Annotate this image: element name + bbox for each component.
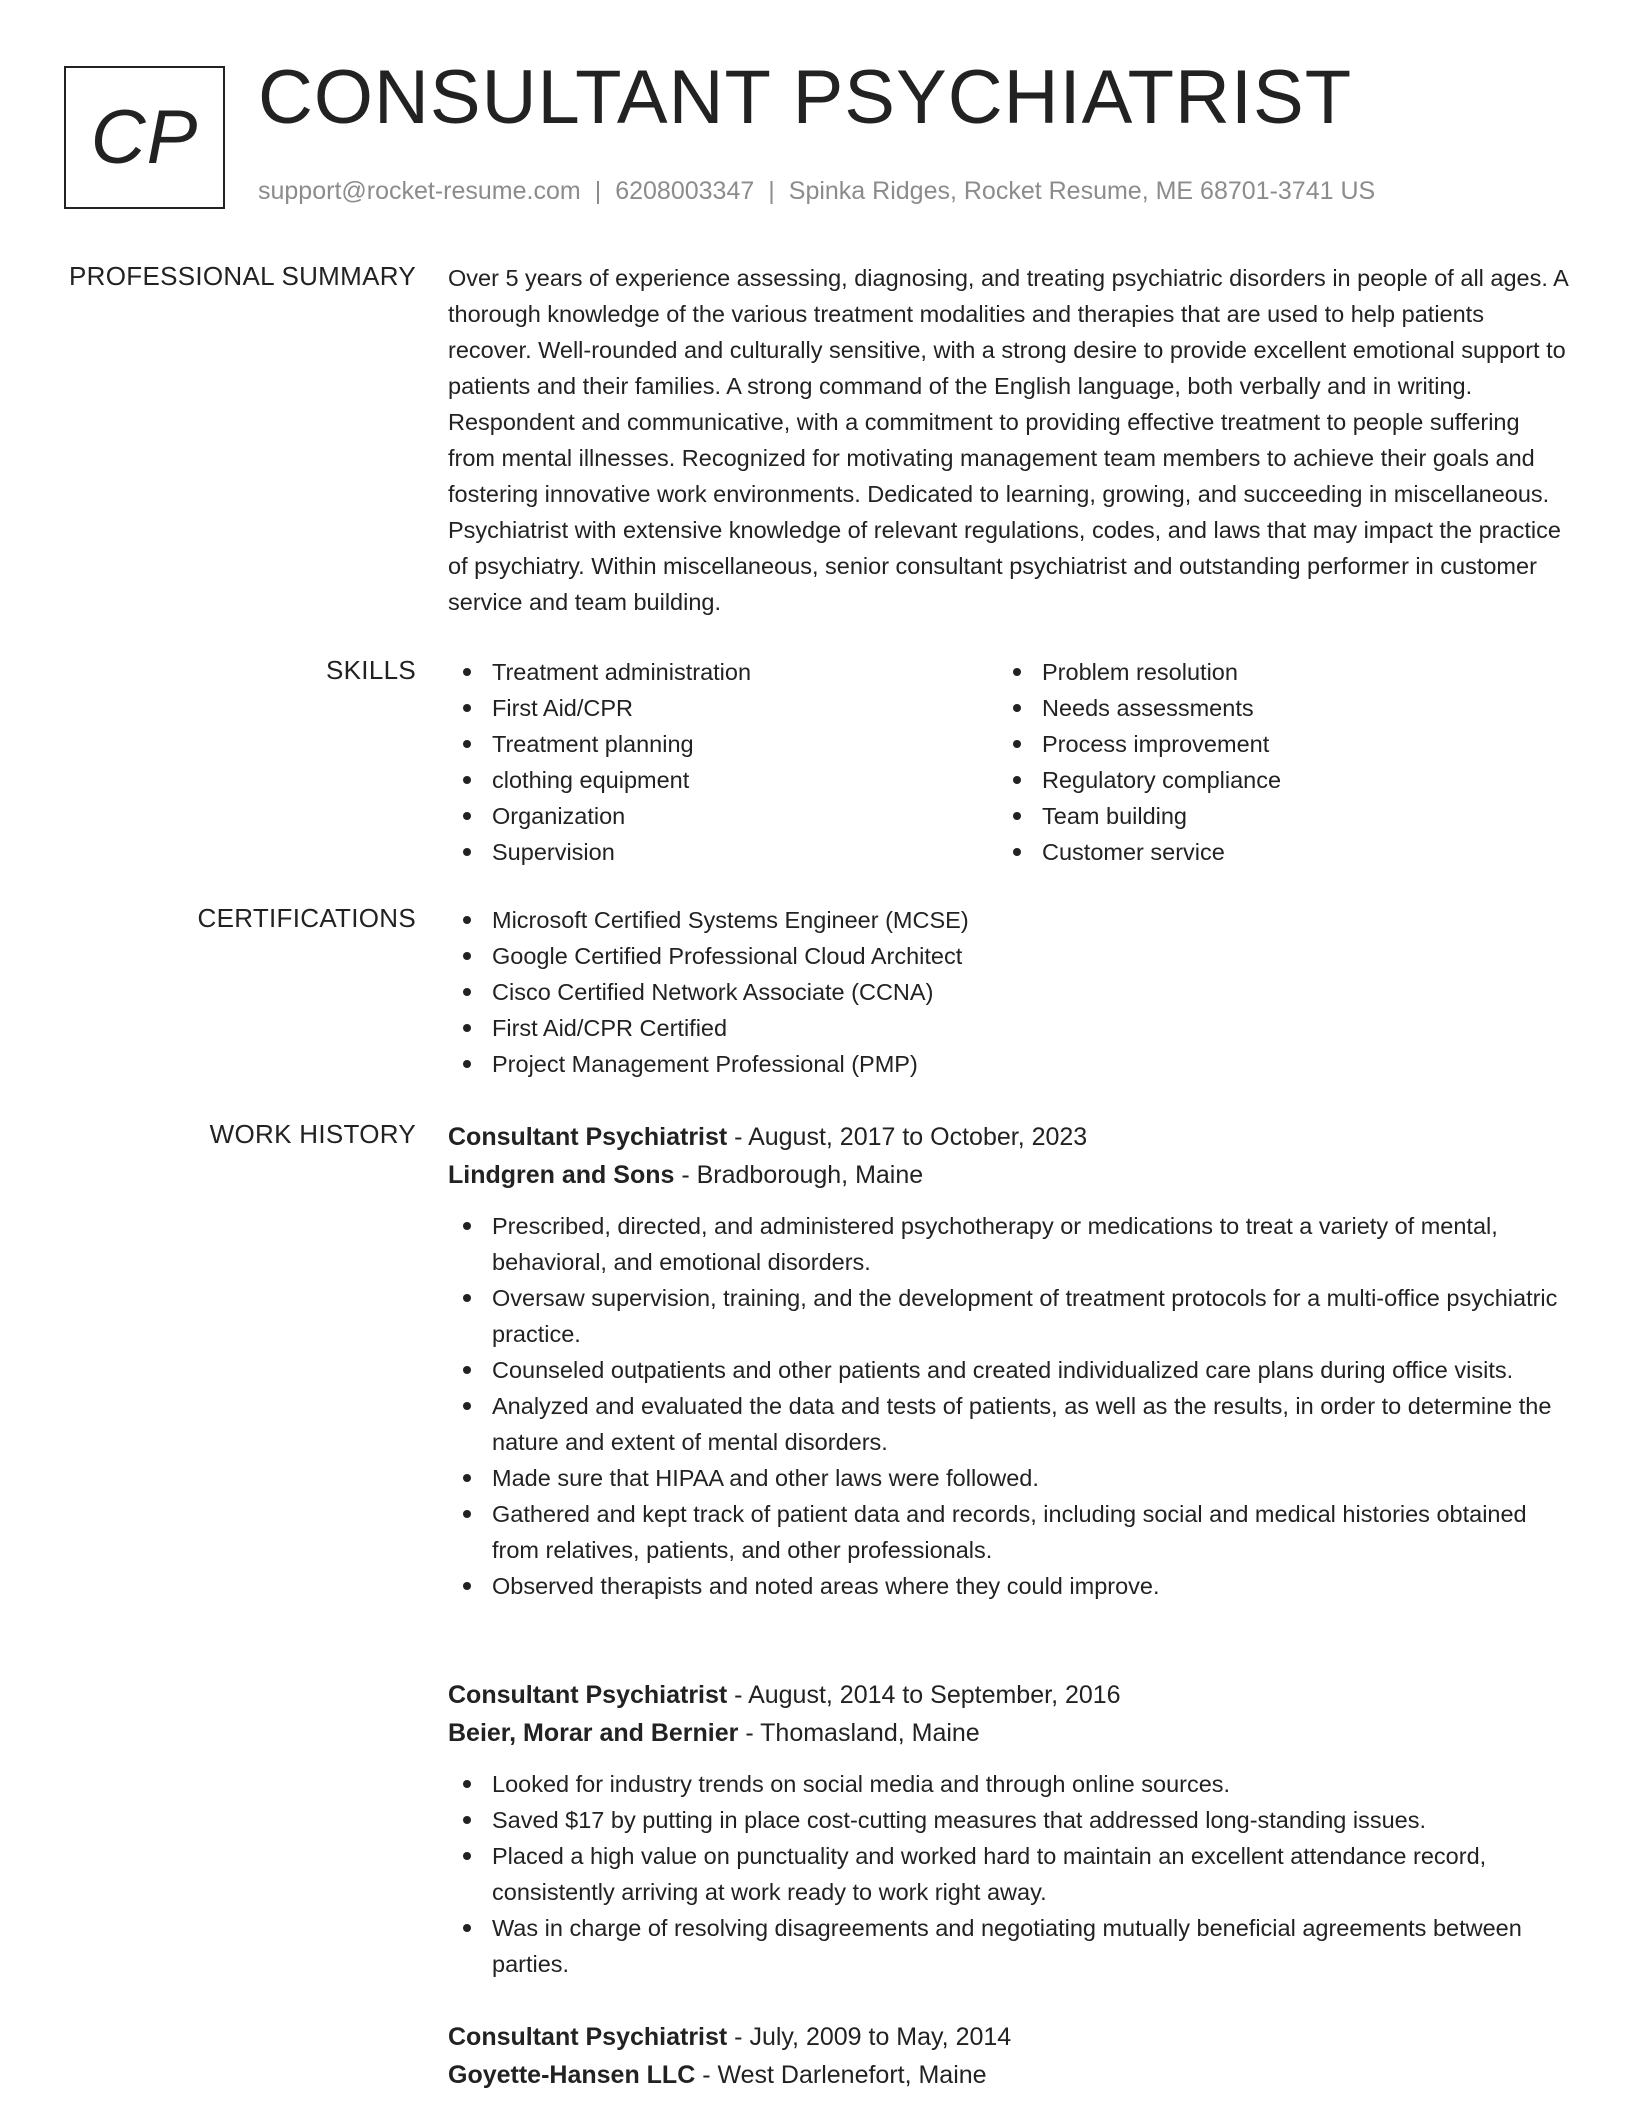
skill-item: Treatment administration xyxy=(448,654,998,690)
skill-item: clothing equipment xyxy=(448,762,998,798)
skill-item: Supervision xyxy=(448,834,998,870)
contact-separator: | xyxy=(768,177,775,205)
job-company-line xyxy=(448,2056,1568,2094)
certification-item: Cisco Certified Network Associate (CCNA) xyxy=(448,974,1568,1010)
section-label-summary: PROFESSIONAL SUMMARY xyxy=(69,261,416,291)
job-bullets xyxy=(448,1208,1568,1604)
job-title-line xyxy=(448,1676,1568,1714)
job-title-line xyxy=(448,1118,1568,1156)
job-dates: - August, 2017 to October, 2023 xyxy=(727,1123,1088,1151)
job-bullet: Observed therapists and noted areas where they could improve. xyxy=(448,1568,1568,1604)
skill-item: Regulatory compliance xyxy=(998,762,1548,798)
initials-monogram: CP xyxy=(64,66,225,209)
job-dates: - July, 2009 to May, 2014 xyxy=(727,2023,1012,2051)
skill-item: Treatment planning xyxy=(448,726,998,762)
skill-item: Problem resolution xyxy=(998,654,1548,690)
job-bullet: Oversaw supervision, training, and the development of treatment protocols for a multi-office psychiatric practice. xyxy=(448,1280,1568,1352)
certification-item: First Aid/CPR Certified xyxy=(448,1010,1568,1046)
skill-item: Needs assessments xyxy=(998,690,1548,726)
job-bullet: Analyzed and evaluated the data and tests of patients, as well as the results, in order to determine the nature and extent of mental disorders. xyxy=(448,1388,1568,1460)
job-location: - Thomasland, Maine xyxy=(738,1719,980,1747)
contact-line xyxy=(258,176,1375,206)
skill-item: Organization xyxy=(448,798,998,834)
certification-item: Microsoft Certified Systems Engineer (MCSE) xyxy=(448,902,1568,938)
job-company: Lindgren and Sons xyxy=(448,1161,675,1189)
summary-text: Over 5 years of experience assessing, diagnosing, and treating psychiatric disorders in people of all ages. A thorough knowledge of the various treatment modalities and therapies that are used to help patients recover. Well-rounded and culturally sensitive, with a strong desire to provide excellent emotional support to patients and their families. A strong command of the English language, both verbally and in writing. Respondent and communicative, with a commitment to providing effective treatment to people suffering from mental illnesses. Recognized for motivating management team members to achieve their goals and fostering innovative work environments. Dedicated to learning, growing, and succeeding in miscellaneous. Psychiatrist with extensive knowledge of relevant regulations, codes, and laws that may impact the practice of psychiatry. Within miscellaneous, senior consultant psychiatrist and outstanding performer in customer service and team building. xyxy=(448,265,1568,615)
certification-item: Google Certified Professional Cloud Architect xyxy=(448,938,1568,974)
job-bullet: Placed a high value on punctuality and worked hard to maintain an excellent attendance record, consistently arriving at work ready to work right away. xyxy=(448,1838,1568,1910)
job-bullet: Looked for industry trends on social media and through online sources. xyxy=(448,1766,1568,1802)
job-title-line xyxy=(448,2018,1568,2056)
job-title: Consultant Psychiatrist xyxy=(448,1681,728,1709)
job-bullet: Was in charge of resolving disagreements and negotiating mutually beneficial agreements between parties. xyxy=(448,1910,1568,1982)
job-location: - Bradborough, Maine xyxy=(674,1161,924,1189)
contact-address: Spinka Ridges, Rocket Resume, ME 68701-3741 US xyxy=(788,177,1376,205)
job-company: Goyette-Hansen LLC xyxy=(448,2061,696,2089)
job-company-line xyxy=(448,1714,1568,1752)
job-dates: - August, 2014 to September, 2016 xyxy=(727,1681,1121,1709)
job-entry xyxy=(448,1676,1568,1982)
page-title: CONSULTANT PSYCHIATRIST xyxy=(258,55,1353,140)
skills-list xyxy=(448,654,1568,870)
contact-separator: | xyxy=(594,177,602,205)
skill-item: Team building xyxy=(998,798,1548,834)
job-bullet: Made sure that HIPAA and other laws were followed. xyxy=(448,1460,1568,1496)
job-bullet: Prescribed, directed, and administered psychotherapy or medications to treat a variety of mental, behavioral, and emotional disorders. xyxy=(448,1208,1568,1280)
job-company: Beier, Morar and Bernier xyxy=(448,1719,739,1747)
job-bullet: Saved $17 by putting in place cost-cutting measures that addressed long-standing issues. xyxy=(448,1802,1568,1838)
job-title: Consultant Psychiatrist xyxy=(448,2023,728,2051)
contact-phone: 6208003347 xyxy=(615,177,755,205)
skills-column-left xyxy=(448,654,998,870)
job-title: Consultant Psychiatrist xyxy=(448,1123,728,1151)
section-label-certifications: CERTIFICATIONS xyxy=(197,903,416,933)
job-bullet: Gathered and kept track of patient data and records, including social and medical histories obtained from relatives, patients, and other professionals. xyxy=(448,1496,1568,1568)
section-label-skills: SKILLS xyxy=(326,655,416,685)
job-entry xyxy=(448,2018,1568,2094)
job-bullets xyxy=(448,1766,1568,1982)
job-company-line xyxy=(448,1156,1568,1194)
skill-item: First Aid/CPR xyxy=(448,690,998,726)
job-bullet: Counseled outpatients and other patients and created individualized care plans during office visits. xyxy=(448,1352,1568,1388)
skills-column-right xyxy=(998,654,1548,870)
job-location: - West Darlenefort, Maine xyxy=(695,2061,987,2089)
skill-item: Process improvement xyxy=(998,726,1548,762)
section-label-work-history: WORK HISTORY xyxy=(209,1119,416,1149)
skill-item: Customer service xyxy=(998,834,1548,870)
certification-item: Project Management Professional (PMP) xyxy=(448,1046,1568,1082)
contact-email: support@rocket-resume.com xyxy=(258,177,581,205)
job-entry xyxy=(448,1118,1568,1604)
certifications-list xyxy=(448,902,1568,1082)
